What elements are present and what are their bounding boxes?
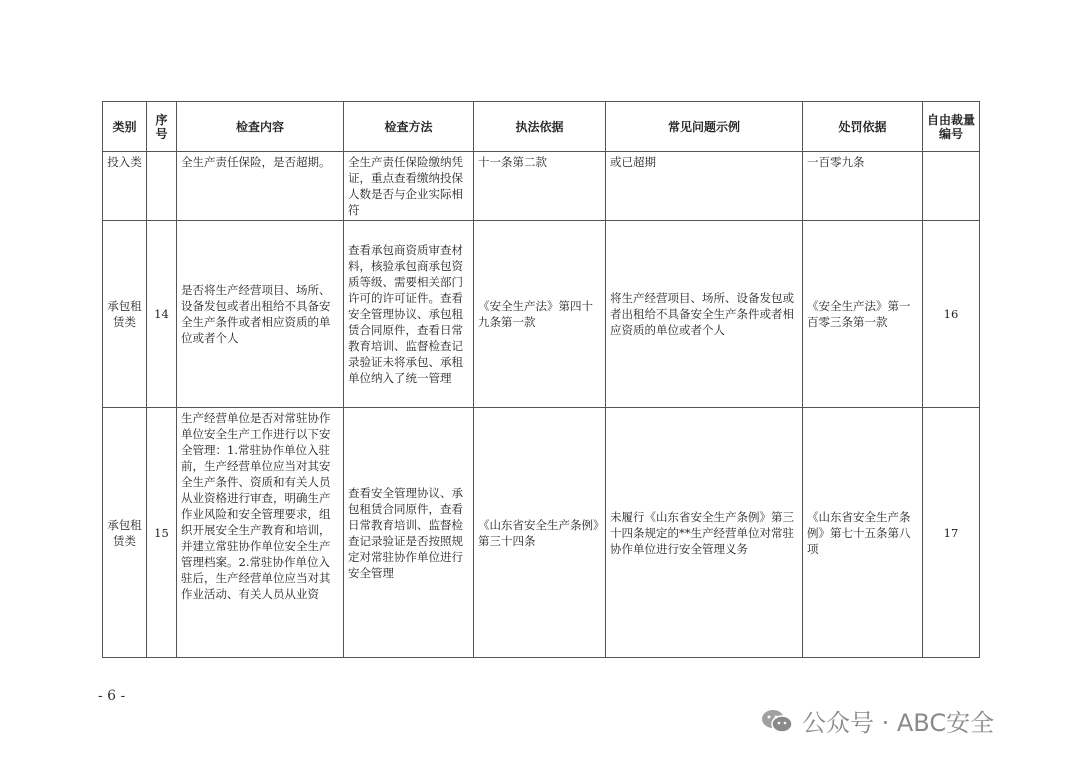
row-example: 将生产经营项目、场所、设备发包或者出租给不具备安全生产条件或者相应资质的单位或者个人	[606, 221, 803, 408]
row-basis: 《安全生产法》第四十九条第一款	[474, 221, 606, 408]
table-header-row	[103, 102, 980, 152]
watermark-text: 公众号 · ABC安全	[802, 709, 995, 737]
table-row	[103, 152, 980, 221]
row-index: 15	[147, 408, 177, 658]
row-category: 投入类	[103, 152, 147, 221]
row-basis: 《山东省安全生产条例》第三十四条	[474, 408, 606, 658]
row-penalty: 一百零九条	[803, 152, 923, 221]
row-content: 生产经营单位是否对常驻协作单位安全生产工作进行以下安全管理：1.常驻协作单位入驻前，生产经营单位应当对其安全生产条件、资质和有关人员从业资格进行审查，明确生产作业风险和安全管理要求，组织开展安全生产教育和培训，并建立常驻协作单位安全生产管理档案。2.常驻协作单位入驻后，生产经营单位应当对其作业活动、有关人员从业资	[177, 408, 344, 658]
header-example: 常见问题示例	[606, 102, 803, 152]
row-code: 17	[923, 408, 980, 658]
header-method: 检查方法	[344, 102, 474, 152]
page-number: - 6 -	[98, 688, 126, 704]
header-basis: 执法依据	[474, 102, 606, 152]
table-row	[103, 408, 980, 658]
header-code: 自由裁量编号	[923, 102, 980, 152]
header-category: 类别	[103, 102, 147, 152]
row-penalty: 《安全生产法》第一百零三条第一款	[803, 221, 923, 408]
row-category: 承包租赁类	[103, 221, 147, 408]
row-method: 查看安全管理协议、承包租赁合同原件，查看日常教育培训、监督检查记录验证是否按照规定对常驻协作单位进行安全管理	[344, 408, 474, 658]
row-content: 是否将生产经营项目、场所、设备发包或者出租给不具备安全生产条件或者相应资质的单位或者个人	[177, 221, 344, 408]
header-content: 检查内容	[177, 102, 344, 152]
row-example: 或已超期	[606, 152, 803, 221]
row-example: 未履行《山东省安全生产条例》第三十四条规定的**生产经营单位对常驻协作单位进行安全管理义务	[606, 408, 803, 658]
header-index: 序号	[147, 102, 177, 152]
inspection-table	[102, 101, 980, 658]
row-penalty: 《山东省安全生产条例》第七十五条第八项	[803, 408, 923, 658]
header-penalty: 处罚依据	[803, 102, 923, 152]
row-method: 查看承包商资质审查材料，核验承包商承包资质等级、需要相关部门许可的许可证件。查看安全管理协议、承包租赁合同原件，查看日常教育培训、监督检查记录验证未将承包、承租单位纳入了统一管理	[344, 221, 474, 408]
row-code	[923, 152, 980, 221]
table-row	[103, 221, 980, 408]
row-code: 16	[923, 221, 980, 408]
row-method: 全生产责任保险缴纳凭证，重点查看缴纳投保人数是否与企业实际相符	[344, 152, 474, 221]
row-index: 14	[147, 221, 177, 408]
watermark	[760, 703, 994, 738]
row-basis: 十一条第二款	[474, 152, 606, 221]
row-content: 全生产责任保险，是否超期。	[177, 152, 344, 221]
wechat-icon	[760, 707, 794, 735]
row-category: 承包租赁类	[103, 408, 147, 658]
row-index	[147, 152, 177, 221]
